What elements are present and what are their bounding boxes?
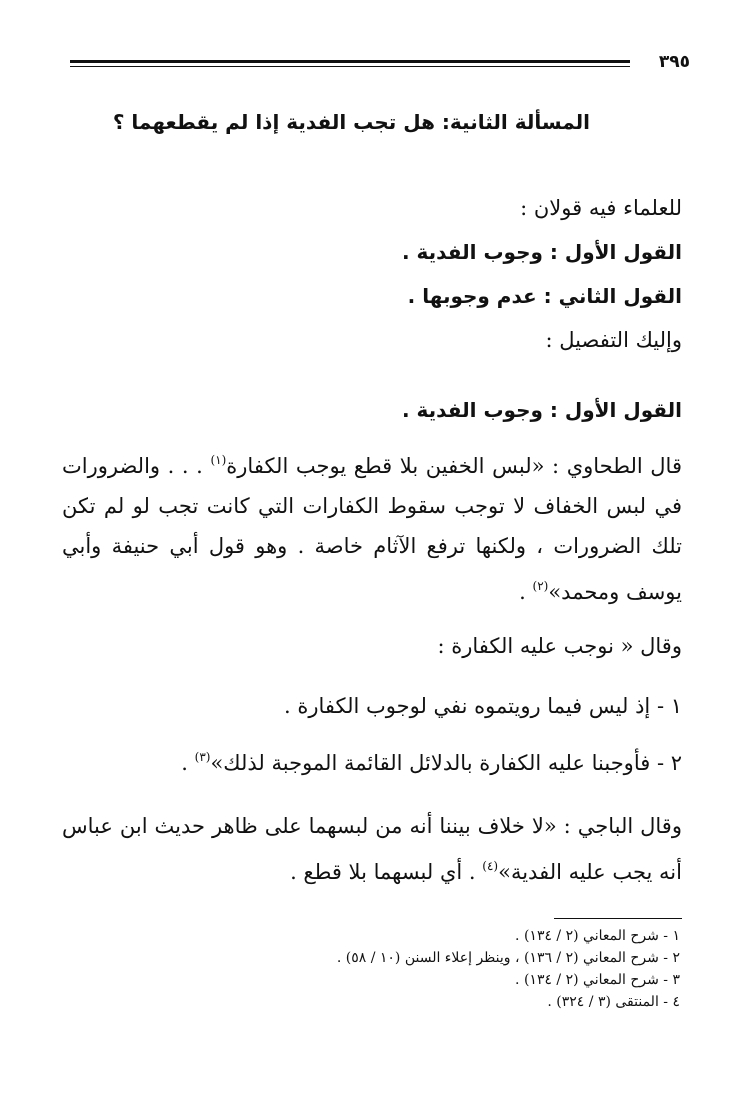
footnote-ref-1[interactable]: (١) <box>210 453 227 467</box>
tahawi-quote <box>62 440 682 612</box>
header-rule-thick <box>70 60 630 63</box>
header-rule-thin <box>70 66 630 67</box>
baji-quote <box>62 806 682 892</box>
second-opinion: القول الثاني : عدم وجوبها . <box>407 284 682 308</box>
footnote-divider <box>554 918 682 919</box>
footnote-ref-3[interactable]: (٣) <box>194 750 211 764</box>
issue-title: المسألة الثانية: هل تجب الفدية إذا لم يقطعهما ؟ <box>112 110 590 134</box>
tahawi-text-2: . . . والضرورات في لبس الخفاف لا توجب سقوط الكفارات التي كانت تجب لو لم تكن تلك الضرورات ، ولكنها ترفع الآثام خاصة . وهو قول أبي حنيفة وأبي يوسف ومحمد» <box>62 454 682 604</box>
tahawi-end: . <box>519 580 533 604</box>
baji-text-2: . أي لبسهما بلا قطع . <box>290 860 483 884</box>
baji-text-1: وقال الباجي : «لا خلاف بيننا أنه من لبسهما على ظاهر حديث ابن عباس أنه يجب عليه الفدية» <box>62 814 682 884</box>
footnote-4: ٤ - المنتقى (٣ / ٣٢٤) . <box>547 994 680 1010</box>
page-number: ٣٩٥ <box>658 52 690 72</box>
page-header <box>70 52 690 76</box>
reason-2-end: . <box>181 751 195 775</box>
reason-1: ١ - إذ ليس فيما رويتموه نفي لوجوب الكفارة . <box>283 694 682 718</box>
reason-2-text: ٢ - فأوجبنا عليه الكفارة بالدلائل القائمة الموجبة لذلك» <box>210 751 682 775</box>
first-opinion: القول الأول : وجوب الفدية . <box>401 240 682 264</box>
reason-intro: وقال « نوجب عليه الكفارة : <box>437 634 682 658</box>
footnote-ref-2[interactable]: (٢) <box>532 579 549 593</box>
footnote-2: ٢ - شرح المعاني (٢ / ١٣٦) ، وينظر إعلاء السنن (١٠ / ٥٨) . <box>336 950 680 966</box>
reason-2 <box>62 750 682 775</box>
details-intro: وإليك التفصيل : <box>545 328 682 352</box>
footnote-ref-4[interactable]: (٤) <box>482 859 499 873</box>
footnote-3: ٣ - شرح المعاني (٢ / ١٣٤) . <box>515 972 680 988</box>
footnote-1: ١ - شرح المعاني (٢ / ١٣٤) . <box>515 928 680 944</box>
tahawi-text-1: قال الطحاوي : «لبس الخفين بلا قطع يوجب الكفارة <box>226 454 682 478</box>
section-heading: القول الأول : وجوب الفدية . <box>401 398 682 422</box>
intro-line: للعلماء فيه قولان : <box>520 196 682 220</box>
